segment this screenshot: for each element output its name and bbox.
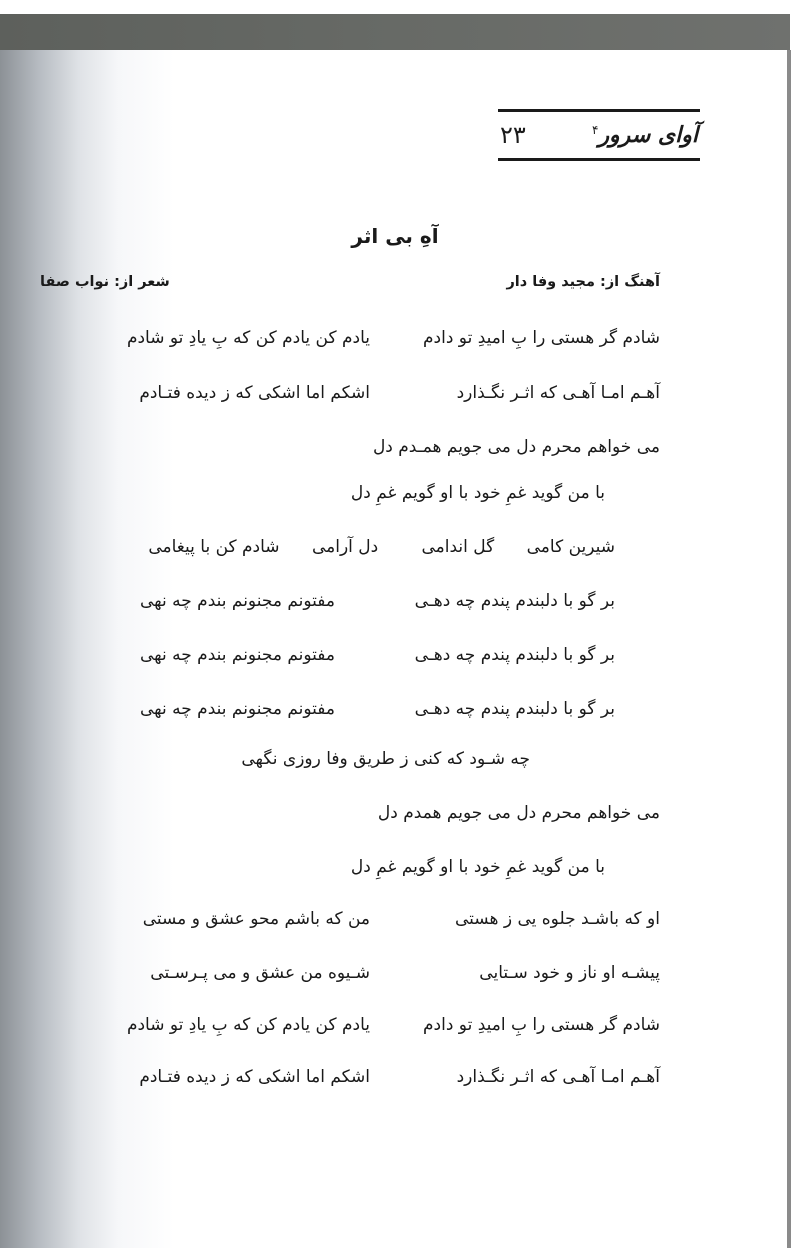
verse-row [40, 1067, 660, 1095]
verse-line: با من گوید غمِ خود با او گویم غمِ دل [350, 483, 605, 503]
verse-row [40, 591, 660, 619]
song-title: آهِ بی اثر [351, 224, 439, 248]
credits-line [40, 270, 660, 294]
verse-row [40, 909, 660, 937]
right-margin [791, 50, 800, 1260]
verse-row [40, 328, 660, 356]
verse-row [40, 383, 660, 411]
running-header [498, 109, 700, 161]
scanner-shadow-bar [0, 14, 790, 50]
verse-row [40, 1015, 660, 1043]
bottom-margin [0, 1248, 800, 1260]
verse-hemistich-right: پیشـه او ناز و خود سـتایی [479, 963, 660, 983]
verse-hemistich-left: یادم کن یادم کن که بِ یادِ تو شادم [126, 328, 370, 348]
verse-row [40, 963, 660, 991]
verse-hemistich-left: اشکم اما اشکی که ز دیده فتـادم [139, 383, 370, 403]
verse-hemistich-right: او که باشـد جلوه یی ز هستی [455, 909, 660, 929]
poet-name: نواب صفا [40, 274, 110, 290]
verse-row [40, 437, 660, 465]
top-margin [0, 0, 800, 14]
verse-line: چه شـود که کنی ز طریق وفا روزی نگهی [241, 749, 530, 769]
verse-row [40, 645, 660, 673]
book-volume: ۴ [591, 122, 599, 137]
verse-hemistich-left: اشکم اما اشکی که ز دیده فتـادم [139, 1067, 370, 1087]
verse-hemistich-right: بر گو با دلبندم پندم چه دهـی [414, 645, 615, 665]
verse-row [40, 857, 660, 885]
book-title-text: آوای سرور [598, 122, 698, 148]
verse-hemistich-left: شـیوه من عشق و می پـرسـتی [150, 963, 370, 983]
verse-line: شیرین کامی گل اندامی دل آرامی شادم کن با پیغامی [148, 537, 615, 557]
verse-row [40, 483, 660, 511]
verse-row [40, 803, 660, 831]
verse-hemistich-left: مفتونم مجنونم بندم چه نهی [140, 645, 335, 665]
page-number: ۲۳ [500, 121, 526, 149]
poet-credit [40, 274, 170, 290]
verse-hemistich-right: شادم گر هستی را بِ امیدِ تو دادم [423, 1015, 660, 1035]
verse-line: می خواهم محرم دل می جویم همدم دل [377, 803, 660, 823]
composer-credit [506, 274, 660, 290]
composer-label: آهنگ از: [600, 274, 660, 290]
verse-hemistich-right: بر گو با دلبندم پندم چه دهـی [414, 699, 615, 719]
composer-name: مجید وفا دار [506, 274, 595, 290]
verse-hemistich-right: آهـم امـا آهـی که اثـر نگـذارد [456, 383, 660, 403]
verse-row [40, 699, 660, 727]
verse-hemistich-right: شادم گر هستی را بِ امیدِ تو دادم [423, 328, 660, 348]
book-title [588, 122, 700, 148]
verse-hemistich-left: مفتونم مجنونم بندم چه نهی [140, 699, 335, 719]
verse-row [40, 537, 660, 565]
verse-hemistich-left: من که باشم محو عشق و مستی [142, 909, 370, 929]
verse-row [40, 749, 660, 777]
verse-line: می خواهم محرم دل می جویم همـدم دل [372, 437, 660, 457]
verse-hemistich-left: یادم کن یادم کن که بِ یادِ تو شادم [126, 1015, 370, 1035]
verse-hemistich-right: آهـم امـا آهـی که اثـر نگـذارد [456, 1067, 660, 1087]
verse-hemistich-left: مفتونم مجنونم بندم چه نهی [140, 591, 335, 611]
verse-line: با من گوید غمِ خود با او گویم غمِ دل [350, 857, 605, 877]
verse-hemistich-right: بر گو با دلبندم پندم چه دهـی [414, 591, 615, 611]
poet-label: شعر از: [114, 274, 170, 290]
